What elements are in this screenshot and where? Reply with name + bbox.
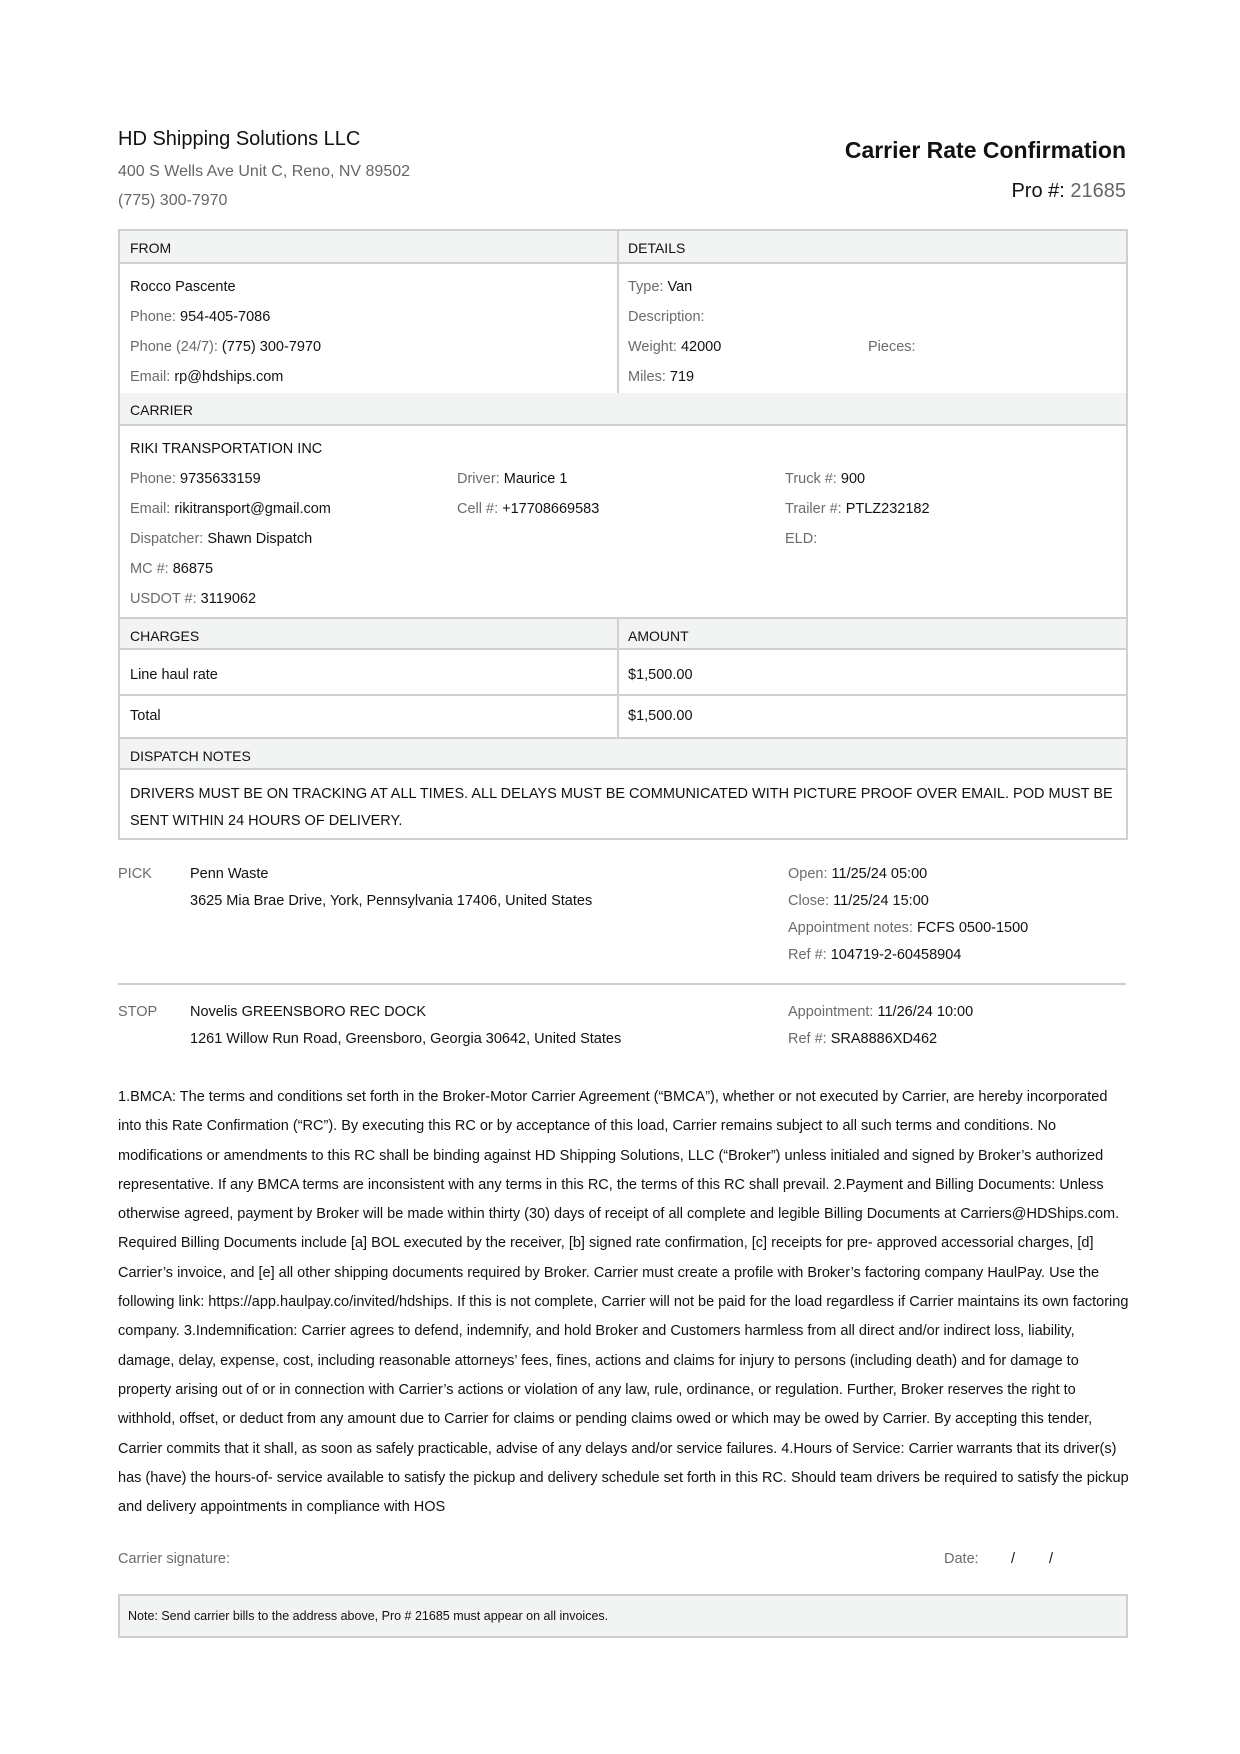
stop-ref-value: SRA8886XD462 [830, 1031, 938, 1047]
pick-ref-label: Ref #: [788, 947, 827, 963]
from-phone247-value: (775) 300-7970 [221, 339, 322, 355]
carrier-section [118, 393, 1128, 619]
pro-label: Pro #: [1011, 180, 1065, 202]
carrier-trailer-value: PTLZ232182 [845, 501, 930, 517]
pick-address: 3625 Mia Brae Drive, York, Pennsylvania 17406, United States [190, 893, 593, 909]
line-haul-amount: $1,500.00 [628, 667, 693, 683]
details-miles-value: 719 [669, 369, 695, 385]
carrier-usdot-label: USDOT #: [130, 591, 197, 607]
carrier-name: RIKI TRANSPORTATION INC [130, 441, 323, 457]
details-type-label: Type: [628, 279, 664, 295]
dispatch-notes-section [118, 737, 1128, 840]
carrier-header: CARRIER [130, 402, 194, 418]
pick-stop-divider [118, 983, 1126, 985]
pick-tag: PICK [118, 866, 152, 882]
pick-ref [788, 947, 961, 963]
dispatch-notes-text: DRIVERS MUST BE ON TRACKING AT ALL TIMES. ALL DELAYS MUST BE COMMUNICATED WITH PICTURE PROOF OVER EMAIL. POD MUST BE SENT WITHIN 24 HOURS OF DELIVERY. [130, 786, 1113, 829]
pick-name: Penn Waste [190, 866, 269, 882]
carrier-signature-label: Carrier signature: [118, 1551, 231, 1567]
carrier-trailer-label: Trailer #: [785, 501, 842, 517]
details-header: DETAILS [628, 240, 686, 256]
carrier-usdot [130, 591, 256, 607]
details-miles-label: Miles: [628, 369, 666, 385]
company-address: 400 S Wells Ave Unit C, Reno, NV 89502 [118, 163, 411, 180]
from-phone [130, 309, 270, 325]
details-miles [628, 369, 694, 385]
carrier-mc [130, 561, 213, 577]
stop-tag: STOP [118, 1004, 158, 1020]
date-label: Date: [944, 1551, 979, 1567]
details-description [628, 309, 705, 325]
from-phone247-label: Phone (24/7): [130, 339, 218, 355]
pick-close-value: 11/25/24 15:00 [833, 893, 929, 909]
carrier-dispatcher-label: Dispatcher: [130, 531, 204, 547]
pick-open-value: 11/25/24 05:00 [831, 866, 928, 882]
carrier-cell-value: +17708669583 [502, 501, 600, 517]
carrier-trailer [785, 501, 930, 517]
column-divider [617, 231, 619, 395]
pick-close-label: Close: [788, 893, 830, 909]
document-title: Carrier Rate Confirmation [844, 137, 1126, 163]
stop-ref [788, 1031, 937, 1047]
carrier-mc-value: 86875 [172, 561, 214, 577]
total-amount: $1,500.00 [628, 708, 693, 724]
stop-name: Novelis GREENSBORO REC DOCK [190, 1004, 427, 1020]
from-name: Rocco Pascente [130, 279, 236, 295]
company-phone: (775) 300-7970 [118, 192, 228, 209]
carrier-dispatcher [130, 531, 312, 547]
carrier-eld [785, 531, 817, 547]
date-slash-2: / [1049, 1551, 1054, 1567]
carrier-phone [130, 471, 261, 487]
total-label: Total [130, 708, 161, 724]
footer-note: Note: Send carrier bills to the address above, Pro # 21685 must appear on all invoices. [128, 1609, 609, 1623]
charges-header: CHARGES [130, 628, 200, 644]
terms-and-conditions: 1.BMCA: The terms and conditions set forth in the Broker-Motor Carrier Agreement (“BMCA”), whether or not executed by Carrier, are hereby incorporated into this Rate Confirmation (“RC”). By executing this RC or by acceptance of this load, Carrier remains subject to all such terms and conditions. No modifications or amendments to this RC shall be binding against HD Shipping Solutions, LLC (“Broker”) unless initialed and signed by Broker’s authorized representative. If any BMCA terms are inconsistent with any terms in this RC, the terms of this RC shall prevail. 2.Payment and Billing Documents: Unless otherwise agreed, payment by Broker will be made within thirty (30) days of receipt of all complete and legible Billing Documents at Carriers@HDShips.com. Required Billing Documents include [a] BOL executed by the receiver, [b] signed rate confirmation, [c] receipts for pre- approved accessorial charges, [d] Carrier’s invoice, and [e] all other shipping documents required by Broker. Carrier must create a profile with Broker’s factoring company HaulPay. Use the following link: https://app.haulpay.co/invited/hdships. If this is not complete, Carrier will not be paid for the load regardless if Carrier maintains its own factoring company. 3.Indemnification: Carrier agrees to defend, indemnify, and hold Broker and Customers harmless from all direct and/or indirect loss, liability, damage, delay, expense, cost, including reasonable attorneys’ fees, fines, actions and claims for injury to persons (including death) and for damage to property arising out of or in connection with Carrier’s actions or violation of any law, rule, ordinance, or regulation. Further, Broker reserves the right to withhold, offset, or deduct from any amount due to Carrier for claims or pending claims owed or which may be owed by Carrier. By accepting this tender, Carrier commits that it shall, as soon as safely practicable, advise of any delays and/or service failures. 4.Hours of Service: Carrier warrants that its driver(s) has (have) the hours-of- service available to satisfy the pickup and delivery schedule set forth in this RC. Should team drivers be required to satisfy the pickup and delivery appointments in compliance with HOS [118, 1089, 1129, 1516]
pro-number [1011, 180, 1126, 203]
from-phone-label: Phone: [130, 309, 176, 325]
carrier-dispatcher-value: Shawn Dispatch [207, 531, 313, 547]
carrier-truck-label: Truck #: [785, 471, 837, 487]
details-pieces-label: Pieces: [868, 339, 916, 355]
dispatch-notes-header-bar [120, 737, 1126, 770]
pick-ref-value: 104719-2-60458904 [830, 947, 962, 963]
charges-row-divider [120, 694, 1126, 696]
date-slash-1: / [1011, 1551, 1016, 1567]
details-weight [628, 339, 721, 355]
pick-appt-notes-label: Appointment notes: [788, 920, 913, 936]
from-header: FROM [130, 240, 172, 256]
carrier-driver-label: Driver: [457, 471, 500, 487]
details-weight-label: Weight: [628, 339, 677, 355]
stop-appointment-value: 11/26/24 10:00 [877, 1004, 974, 1020]
carrier-cell-label: Cell #: [457, 501, 499, 517]
carrier-phone-value: 9735633159 [180, 471, 261, 487]
from-details-section [118, 229, 1128, 397]
from-email [130, 369, 283, 385]
carrier-email-label: Email: [130, 501, 171, 517]
details-pieces [868, 339, 916, 355]
pick-open-label: Open: [788, 866, 828, 882]
details-type-value: Van [667, 279, 693, 295]
details-type [628, 279, 692, 295]
dispatch-notes-header: DISPATCH NOTES [130, 748, 251, 764]
carrier-truck-value: 900 [840, 471, 866, 487]
pro-value: 21685 [1070, 180, 1126, 202]
details-weight-value: 42000 [680, 339, 722, 355]
stop-appointment [788, 1004, 973, 1020]
carrier-driver [457, 471, 567, 487]
from-details-header-bar [120, 231, 1126, 264]
stop-ref-label: Ref #: [788, 1031, 827, 1047]
from-email-value: rp@hdships.com [174, 369, 284, 385]
carrier-header-bar [120, 393, 1126, 426]
from-phone-247 [130, 339, 321, 355]
charges-column-divider [617, 617, 619, 737]
stop-address: 1261 Willow Run Road, Greensboro, Georgia 30642, United States [190, 1031, 622, 1047]
carrier-cell [457, 501, 599, 517]
stop-appointment-label: Appointment: [788, 1004, 874, 1020]
carrier-eld-label: ELD: [785, 531, 818, 547]
details-description-label: Description: [628, 309, 705, 325]
charges-header-bar [120, 617, 1126, 650]
amount-header: AMOUNT [628, 628, 689, 644]
from-phone-value: 954-405-7086 [180, 309, 271, 325]
footer-note-box [118, 1594, 1128, 1638]
pick-appointment-notes [788, 920, 1028, 936]
carrier-email [130, 501, 331, 517]
carrier-driver-value: Maurice 1 [503, 471, 568, 487]
from-email-label: Email: [130, 369, 171, 385]
company-name: HD Shipping Solutions LLC [118, 128, 361, 150]
carrier-truck [785, 471, 865, 487]
pick-open [788, 866, 927, 882]
line-haul-label: Line haul rate [130, 667, 218, 683]
charges-section [118, 617, 1128, 739]
carrier-usdot-value: 3119062 [200, 591, 257, 607]
carrier-mc-label: MC #: [130, 561, 169, 577]
carrier-phone-label: Phone: [130, 471, 176, 487]
pick-close [788, 893, 929, 909]
carrier-email-value: rikitransport@gmail.com [174, 501, 331, 517]
pick-appt-notes-value: FCFS 0500-1500 [916, 920, 1029, 936]
